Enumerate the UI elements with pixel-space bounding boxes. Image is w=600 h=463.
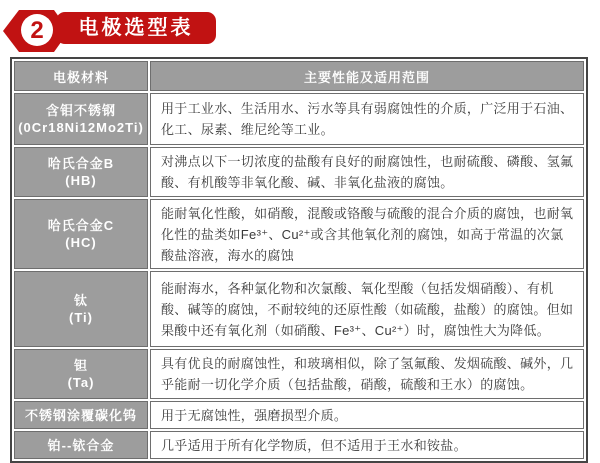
description-cell: 用于无腐蚀性，强磨损型介质。 [150, 401, 584, 429]
material-cell [14, 271, 148, 347]
material-code: (HC) [65, 235, 97, 250]
material-code: (Ti) [69, 310, 93, 325]
description-cell: 几乎适用于所有化学物质，但不适用于王水和铵盐。 [150, 431, 584, 459]
material-cell [14, 401, 148, 429]
description-cell: 对沸点以下一切浓度的盐酸有良好的耐腐蚀性，也耐硫酸、磷酸、氢氟酸、有机酸等非氧化酸、碱、非氧化盐液的腐蚀。 [150, 147, 584, 197]
table-header-row [14, 61, 584, 91]
material-code: (0Cr18Ni12Mo2Ti) [18, 120, 144, 135]
table-row [14, 199, 584, 269]
electrode-selection-table [10, 57, 588, 463]
description-cell: 能耐海水，各种氯化物和次氯酸、氧化型酸（包括发烟硝酸）、有机酸、碱等的腐蚀，不耐较纯的还原性酸（如硫酸，盐酸）的腐蚀。但如果酸中还有氧化剂（如硝酸、Fe³⁺、Cu²⁺）时，腐蚀性大为降低。 [150, 271, 584, 347]
table-row [14, 271, 584, 347]
material-name: 钽 [73, 358, 88, 373]
material-name: 铂--铱合金 [47, 437, 115, 453]
section-title: 电极选型表 [78, 17, 194, 39]
column-header-performance: 主要性能及适用范围 [150, 61, 584, 91]
table-row [14, 147, 584, 197]
material-cell [14, 93, 148, 145]
table-row [14, 93, 584, 145]
section-title-banner [56, 12, 216, 44]
numbered-hexagon-badge-icon [2, 9, 70, 53]
svg-text:2: 2 [30, 17, 44, 44]
table-row [14, 401, 584, 429]
description-cell: 用于工业水、生活用水、污水等具有弱腐蚀性的介质，广泛用于石油、化工、尿素、维尼纶等工业。 [150, 93, 584, 145]
material-cell [14, 349, 148, 399]
material-cell [14, 431, 148, 459]
material-name: 含钼不锈钢 [45, 103, 116, 118]
material-cell [14, 147, 148, 197]
material-name: 钛 [73, 293, 88, 308]
material-code: (HB) [65, 173, 97, 188]
material-cell [14, 199, 148, 269]
column-header-material: 电极材料 [14, 61, 148, 91]
material-name: 哈氏合金B [47, 156, 115, 171]
table-row [14, 431, 584, 459]
material-name: 哈氏合金C [47, 218, 115, 233]
description-cell: 具有优良的耐腐蚀性，和玻璃相似，除了氢氟酸、发烟硫酸、碱外，几乎能耐一切化学介质（包括盐酸，硝酸，硫酸和王水）的腐蚀。 [150, 349, 584, 399]
table-row [14, 349, 584, 399]
description-cell: 能耐氧化性酸，如硝酸，混酸或铬酸与硫酸的混合介质的腐蚀，也耐氧化性的盐类如Fe³⁺、Cu²⁺或含其他氧化剂的腐蚀，如高于常温的次氯酸盐溶液，海水的腐蚀 [150, 199, 584, 269]
material-code: (Ta) [67, 375, 95, 390]
material-name: 不锈钢涂覆碳化钨 [24, 407, 137, 423]
